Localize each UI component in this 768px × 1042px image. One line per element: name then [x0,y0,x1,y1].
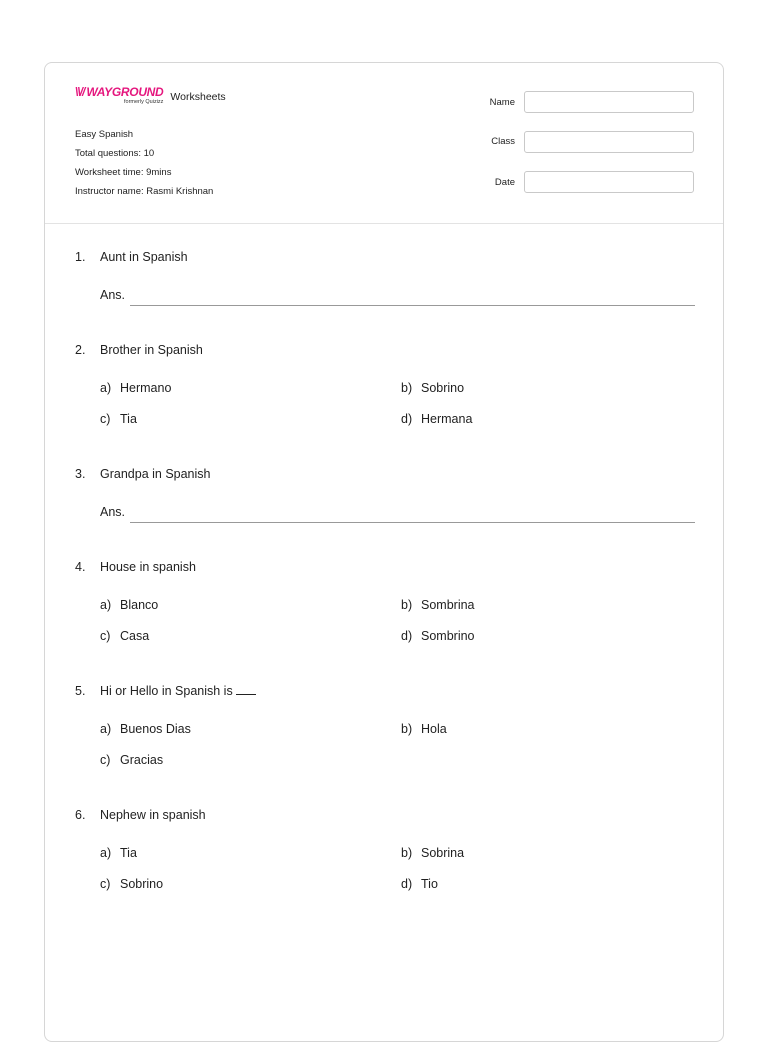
option-text: Gracias [120,753,164,767]
date-field[interactable] [524,171,694,193]
option-text: Tia [120,412,137,426]
option[interactable] [100,381,171,395]
question-number: 2. [75,343,86,357]
option[interactable] [401,722,447,736]
option[interactable] [100,722,191,736]
answer-label: Ans. [100,288,126,302]
date-label: Date [494,177,515,188]
answer-label: Ans. [100,505,126,519]
question-number: 1. [75,250,86,264]
option[interactable] [401,598,475,612]
worksheet-page [44,62,724,1042]
option-text: Blanco [120,598,159,612]
question-text: Grandpa in Spanish [100,467,211,481]
option[interactable] [100,846,137,860]
option-letter: b) [401,846,413,860]
option-text: Hermano [120,381,172,395]
option[interactable] [100,412,137,426]
option[interactable] [100,753,163,767]
class-label: Class [491,136,515,147]
worksheet-header [45,63,723,224]
logo-mark [75,85,163,105]
worksheet-meta [75,125,213,201]
option-text: Hermana [421,412,473,426]
option-letter: d) [401,629,413,643]
option-letter: b) [401,598,413,612]
question-text: Nephew in spanish [100,808,206,822]
question-number: 6. [75,808,86,822]
question-text-wrap [100,684,256,698]
brand-logo [75,85,226,105]
option-letter: c) [100,629,111,643]
option[interactable] [100,598,158,612]
class-field[interactable] [524,131,694,153]
option-letter: c) [100,753,111,767]
question-number: 5. [75,684,86,698]
logo-icon: \\// [75,85,85,99]
option-letter: a) [100,598,112,612]
option-text: Buenos Dias [120,722,191,736]
fill-in-blank [236,684,256,695]
option-letter: a) [100,846,112,860]
option-text: Sobrino [421,381,465,395]
option-text: Sombrina [421,598,475,612]
worksheet-title: Easy Spanish [75,129,134,140]
logo-subtext: formerly Quizizz [124,99,164,105]
option-letter: b) [401,381,413,395]
worksheet-time: Worksheet time: 9mins [75,167,172,178]
instructor-name: Instructor name: Rasmi Krishnan [75,186,214,197]
option-letter: d) [401,412,413,426]
option-text: Sobrino [120,877,164,891]
question-number: 3. [75,467,86,481]
option-text: Casa [120,629,150,643]
product-name: Worksheets [170,91,226,103]
option[interactable] [100,877,163,891]
answer-line[interactable] [130,522,695,523]
logo-text: WAYGROUND [86,85,164,99]
question-text: Brother in Spanish [100,343,203,357]
option-letter: a) [100,381,112,395]
answer-line[interactable] [130,305,695,306]
question-number: 4. [75,560,86,574]
option-letter: c) [100,877,111,891]
option-text: Sobrina [421,846,465,860]
option-letter: c) [100,412,111,426]
question-text: Aunt in Spanish [100,250,188,264]
option[interactable] [401,846,464,860]
name-label: Name [489,97,515,108]
option-text: Tia [120,846,137,860]
option-letter: d) [401,877,413,891]
total-questions: Total questions: 10 [75,148,155,159]
question-text: Hi or Hello in Spanish is [100,684,233,698]
option-text: Sombrino [421,629,475,643]
option-text: Tio [421,877,438,891]
option[interactable] [401,629,475,643]
option-letter: b) [401,722,413,736]
option[interactable] [401,412,472,426]
option-letter: a) [100,722,112,736]
option-text: Hola [421,722,447,736]
option[interactable] [100,629,149,643]
option[interactable] [401,877,438,891]
option[interactable] [401,381,464,395]
question-text: House in spanish [100,560,196,574]
name-field[interactable] [524,91,694,113]
